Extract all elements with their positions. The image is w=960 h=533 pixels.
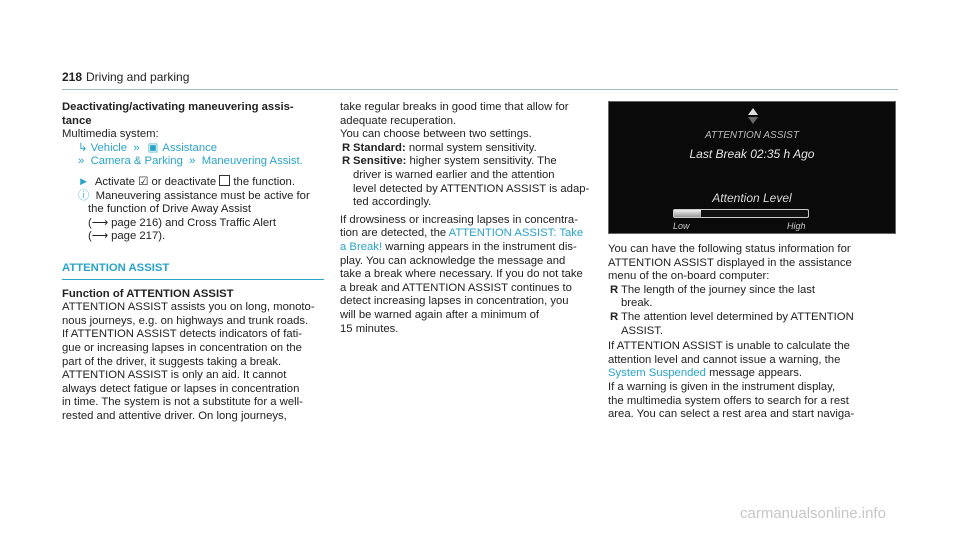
chevron-right-icon: » bbox=[78, 155, 88, 168]
header-divider bbox=[62, 89, 898, 90]
menu-path-1[interactable]: ↳ Vehicle » ▣ Assistance bbox=[78, 141, 218, 154]
attention-level-fill bbox=[674, 210, 701, 217]
body-line: take a break where necessary. If you do not take bbox=[340, 268, 583, 281]
body-line: nous journeys, e.g. on highways and trunk roads. bbox=[62, 314, 309, 327]
page-reference-arrow-icon: (⟶ bbox=[88, 216, 108, 229]
body-line: part of the driver, it suggests taking a break. bbox=[62, 355, 282, 368]
display-last-break: Last Break 02:35 h Ago bbox=[689, 147, 815, 161]
body-line: menu of the on-board computer: bbox=[608, 270, 770, 283]
body-line: You can choose between two settings. bbox=[340, 128, 532, 141]
body-line: gue or increasing lapses in concentration on the bbox=[62, 341, 302, 354]
subheading-function: Function of ATTENTION ASSIST bbox=[62, 287, 234, 300]
column-3 bbox=[608, 243, 870, 422]
body-line: adequate recuperation. bbox=[340, 114, 457, 127]
level-high-label: High bbox=[787, 221, 806, 231]
info-icon: ⓘ bbox=[78, 189, 90, 202]
watermark: carmanualsonline.info bbox=[740, 505, 886, 522]
body-line: 15 minutes. bbox=[340, 322, 399, 335]
body-line: always detect fatigue or lapses in concentration bbox=[62, 382, 300, 395]
page-number: 218 bbox=[62, 70, 83, 84]
body-line: If ATTENTION ASSIST is unable to calculate the bbox=[608, 340, 850, 353]
chevron-right-icon: » bbox=[130, 141, 143, 154]
info-note-line: the function of Drive Away Assist bbox=[88, 203, 252, 216]
list-item: R Sensitive: higher system sensitivity. The driver is warned earlier and the attention level detected by ATTENTION ASSIST is adap- ted accordingly. bbox=[342, 155, 590, 209]
page-header-title: Driving and parking bbox=[86, 70, 190, 84]
column-2 bbox=[340, 101, 602, 336]
body-line: rested and attentive driver. On long journeys, bbox=[62, 409, 287, 422]
attention-level-bar bbox=[673, 209, 809, 218]
body-line: tion are detected, the ATTENTION ASSIST: Take bbox=[340, 227, 584, 240]
scroll-up-down-icon bbox=[748, 108, 758, 124]
section-title-attention-assist: ATTENTION ASSIST bbox=[62, 262, 324, 280]
message-attention-assist-take-break: ATTENTION ASSIST: Take bbox=[448, 227, 584, 240]
level-low-label: Low bbox=[673, 221, 690, 231]
body-line: take regular breaks in good time that allow for bbox=[340, 101, 569, 113]
checkbox-checked-icon: ☑ bbox=[138, 175, 149, 188]
action-step: ► Activate ☑ or deactivate the function. bbox=[78, 175, 295, 188]
return-arrow-icon: ↳ bbox=[78, 141, 88, 154]
settings-list bbox=[340, 142, 602, 210]
body-line: the multimedia system offers to search for a rest bbox=[608, 394, 849, 407]
body-line: If ATTENTION ASSIST detects indicators of fati- bbox=[62, 328, 303, 341]
menu-path-2[interactable]: » Camera & Parking » Maneuvering Assist. bbox=[78, 155, 303, 168]
checkbox-empty-icon bbox=[219, 175, 230, 186]
system-label: Multimedia system: bbox=[62, 128, 159, 141]
message-system-suspended: System Suspended bbox=[608, 367, 706, 380]
body-line: a Break! warning appears in the instrument dis- bbox=[340, 240, 577, 253]
body-line: play. You can acknowledge the message and bbox=[340, 254, 566, 267]
body-line: detect increasing lapses in concentration, you bbox=[340, 295, 569, 308]
chevron-right-icon: » bbox=[186, 155, 199, 168]
body-line: will be warned again after a minimum of bbox=[340, 308, 540, 321]
info-note-line: (⟶ page 217). bbox=[88, 230, 166, 243]
list-item: R Standard: normal system sensitivity. bbox=[342, 141, 537, 154]
body-line: If a warning is given in the instrument display, bbox=[608, 380, 836, 393]
list-item: R The length of the journey since the last break. bbox=[610, 283, 816, 310]
body-line: ATTENTION ASSIST assists you on long, monoto- bbox=[62, 301, 315, 314]
section-heading-maneuvering: Deactivating/activating maneuvering assis- tance bbox=[62, 101, 294, 127]
list-item: R The attention level determined by ATTENTION ASSIST. bbox=[610, 310, 854, 337]
car-icon: ▣ bbox=[147, 141, 159, 154]
body-line: You can have the following status information for bbox=[608, 243, 851, 255]
body-line: in time. The system is not a substitute for a well- bbox=[62, 396, 303, 409]
info-note-line: (⟶ page 216) and Cross Traffic Alert bbox=[88, 216, 277, 229]
page-reference-arrow-icon: (⟶ bbox=[88, 230, 108, 243]
status-info-list bbox=[608, 284, 870, 338]
display-attention-level-label: Attention Level bbox=[712, 191, 792, 205]
display-title: ATTENTION ASSIST bbox=[705, 130, 799, 141]
body-line: ATTENTION ASSIST displayed in the assistance bbox=[608, 256, 852, 269]
play-arrow-icon: ► bbox=[78, 175, 90, 188]
column-1 bbox=[62, 101, 324, 423]
info-note: ⓘ Maneuvering assistance must be active for bbox=[78, 189, 310, 202]
body-line: a break and ATTENTION ASSIST continues to bbox=[340, 281, 572, 294]
body-line: ATTENTION ASSIST is only an aid. It cannot bbox=[62, 369, 287, 382]
body-line: area. You can select a rest area and start naviga- bbox=[608, 408, 855, 421]
instrument-display-image bbox=[608, 101, 896, 234]
body-line: If drowsiness or increasing lapses in concentra- bbox=[340, 213, 578, 226]
body-line: System Suspended message appears. bbox=[608, 367, 803, 380]
body-line: attention level and cannot issue a warning, the bbox=[608, 353, 841, 366]
